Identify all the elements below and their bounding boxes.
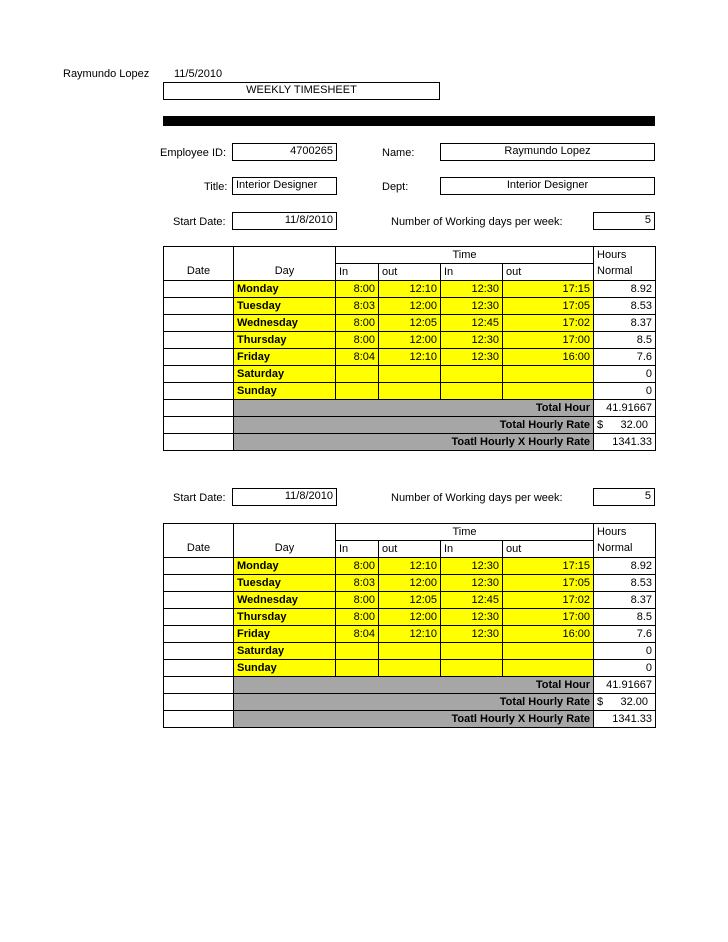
hours-cell[interactable]: 0	[594, 383, 656, 400]
summary-date-cell	[164, 711, 234, 728]
time-out-cell[interactable]	[379, 383, 441, 400]
time-header: Time	[336, 247, 594, 264]
time-in-cell[interactable]	[441, 643, 503, 660]
hourly-rate-value[interactable]	[594, 694, 656, 711]
time-out-cell[interactable]	[503, 366, 594, 383]
date-cell[interactable]	[164, 298, 234, 315]
start-date-label: Start Date:	[173, 492, 226, 504]
normal-header: Normal	[594, 541, 656, 558]
time-in-cell[interactable]: 12:30	[441, 281, 503, 298]
total-hour-value: 41.91667	[594, 677, 656, 694]
day-cell[interactable]: Thursday	[234, 332, 336, 349]
time-out-cell[interactable]: 17:05	[503, 575, 594, 592]
time-out-cell[interactable]: 12:00	[379, 575, 441, 592]
day-header: Day	[234, 264, 336, 281]
date-cell[interactable]	[164, 366, 234, 383]
total-hour-label: Total Hour	[234, 400, 594, 417]
time-out-cell[interactable]	[503, 660, 594, 677]
hours-cell[interactable]: 8.5	[594, 332, 656, 349]
out-header: out	[503, 264, 594, 281]
day-cell[interactable]: Friday	[234, 349, 336, 366]
time-out-cell[interactable]: 17:02	[503, 592, 594, 609]
table-row	[164, 660, 656, 677]
in-header: In	[441, 264, 503, 281]
time-out-cell[interactable]: 12:00	[379, 298, 441, 315]
hours-cell[interactable]: 8.53	[594, 298, 656, 315]
hourly-rate-value[interactable]	[594, 417, 656, 434]
product-value: 1341.33	[594, 434, 656, 451]
time-out-cell[interactable]: 17:15	[503, 281, 594, 298]
time-out-cell[interactable]: 12:10	[379, 626, 441, 643]
sheet-title: WEEKLY TIMESHEET	[163, 82, 440, 100]
total-hour-value: 41.91667	[594, 400, 656, 417]
time-out-cell[interactable]: 12:10	[379, 349, 441, 366]
summary-date-cell	[164, 434, 234, 451]
summary-date-cell	[164, 677, 234, 694]
hours-cell[interactable]: 8.53	[594, 575, 656, 592]
product-value: 1341.33	[594, 711, 656, 728]
date-cell[interactable]	[164, 626, 234, 643]
time-in-cell[interactable]: 12:30	[441, 609, 503, 626]
date-cell[interactable]	[164, 575, 234, 592]
time-in-cell[interactable]: 12:30	[441, 558, 503, 575]
day-cell[interactable]: Wednesday	[234, 315, 336, 332]
hourly-rate-label: Total Hourly Rate	[234, 694, 594, 711]
hours-cell[interactable]: 0	[594, 643, 656, 660]
day-header: Day	[234, 541, 336, 558]
working-days-field[interactable]: 5	[593, 212, 655, 230]
day-cell[interactable]: Tuesday	[234, 575, 336, 592]
employee-id-field[interactable]: 4700265	[232, 143, 337, 161]
hours-cell[interactable]: 8.92	[594, 281, 656, 298]
time-in-cell[interactable]	[441, 383, 503, 400]
time-in-cell[interactable]: 8:03	[336, 298, 379, 315]
day-cell[interactable]: Tuesday	[234, 298, 336, 315]
time-out-cell[interactable]	[379, 643, 441, 660]
table-row	[164, 592, 656, 609]
time-in-cell[interactable]: 12:30	[441, 626, 503, 643]
time-out-cell[interactable]: 17:00	[503, 332, 594, 349]
timesheet-table-2	[163, 523, 656, 728]
dept-field[interactable]: Interior Designer	[440, 177, 655, 195]
in-header: In	[336, 264, 379, 281]
time-in-cell[interactable]	[336, 383, 379, 400]
time-in-cell[interactable]: 8:00	[336, 592, 379, 609]
table-row	[164, 383, 656, 400]
header-cell	[164, 524, 234, 541]
time-out-cell[interactable]: 12:10	[379, 558, 441, 575]
summary-date-cell	[164, 417, 234, 434]
time-out-cell[interactable]: 12:00	[379, 609, 441, 626]
hours-cell[interactable]: 8.92	[594, 558, 656, 575]
name-label: Name:	[382, 147, 415, 159]
time-out-cell[interactable]: 17:15	[503, 558, 594, 575]
date-cell[interactable]	[164, 592, 234, 609]
rows-body-2	[164, 558, 656, 677]
time-in-cell[interactable]: 8:00	[336, 332, 379, 349]
table-row	[164, 315, 656, 332]
date-cell[interactable]	[164, 281, 234, 298]
time-in-cell[interactable]: 8:00	[336, 558, 379, 575]
working-days-label: Number of Working days per week:	[391, 216, 563, 228]
summary-date-cell	[164, 400, 234, 417]
divider-bar	[163, 116, 655, 126]
working-days-field[interactable]: 5	[593, 488, 655, 506]
table-row	[164, 281, 656, 298]
day-cell[interactable]: Sunday	[234, 383, 336, 400]
day-cell[interactable]: Thursday	[234, 609, 336, 626]
in-header: In	[336, 541, 379, 558]
time-out-cell[interactable]	[503, 383, 594, 400]
day-cell[interactable]: Sunday	[234, 660, 336, 677]
in-header: In	[441, 541, 503, 558]
out-header: out	[379, 264, 441, 281]
date-cell[interactable]	[164, 349, 234, 366]
time-in-cell[interactable]: 12:45	[441, 315, 503, 332]
normal-header: Normal	[594, 264, 656, 281]
total-hour-label: Total Hour	[234, 677, 594, 694]
hours-cell[interactable]: 8.5	[594, 609, 656, 626]
table-row	[164, 349, 656, 366]
table-row	[164, 298, 656, 315]
time-out-cell[interactable]: 12:00	[379, 332, 441, 349]
time-out-cell[interactable]	[503, 643, 594, 660]
time-in-cell[interactable]	[336, 643, 379, 660]
day-cell[interactable]: Monday	[234, 281, 336, 298]
time-in-cell[interactable]: 12:30	[441, 349, 503, 366]
summary-date-cell	[164, 694, 234, 711]
time-in-cell[interactable]: 8:00	[336, 281, 379, 298]
time-out-cell[interactable]: 12:05	[379, 592, 441, 609]
time-in-cell[interactable]: 8:00	[336, 609, 379, 626]
time-in-cell[interactable]: 8:03	[336, 575, 379, 592]
hours-header: Hours	[594, 524, 656, 541]
start-date-field[interactable]: 11/8/2010	[232, 488, 337, 506]
start-date-label: Start Date:	[173, 216, 226, 228]
time-out-cell[interactable]	[379, 366, 441, 383]
time-in-cell[interactable]: 8:04	[336, 626, 379, 643]
time-in-cell[interactable]: 12:30	[441, 298, 503, 315]
hours-cell[interactable]: 0	[594, 660, 656, 677]
time-out-cell[interactable]: 17:05	[503, 298, 594, 315]
header-cell	[164, 247, 234, 264]
table-row	[164, 626, 656, 643]
hours-cell[interactable]: 7.6	[594, 349, 656, 366]
time-out-cell[interactable]: 12:05	[379, 315, 441, 332]
table-row	[164, 609, 656, 626]
product-label: Toatl Hourly X Hourly Rate	[234, 711, 594, 728]
time-out-cell[interactable]: 17:02	[503, 315, 594, 332]
out-header: out	[503, 541, 594, 558]
name-field[interactable]: Raymundo Lopez	[440, 143, 655, 161]
date-cell[interactable]	[164, 383, 234, 400]
employee-id-label: Employee ID:	[160, 147, 227, 159]
time-in-cell[interactable]: 8:04	[336, 349, 379, 366]
date-header: Date	[164, 541, 234, 558]
header-name: Raymundo Lopez	[63, 68, 150, 80]
date-cell[interactable]	[164, 643, 234, 660]
time-in-cell[interactable]	[441, 660, 503, 677]
date-header: Date	[164, 264, 234, 281]
header-date: 11/5/2010	[174, 68, 223, 80]
out-header: out	[379, 541, 441, 558]
time-out-cell[interactable]: 16:00	[503, 349, 594, 366]
product-label: Toatl Hourly X Hourly Rate	[234, 434, 594, 451]
time-in-cell[interactable]: 12:45	[441, 592, 503, 609]
table-row	[164, 366, 656, 383]
day-cell[interactable]: Wednesday	[234, 592, 336, 609]
time-out-cell[interactable]: 17:00	[503, 609, 594, 626]
time-in-cell[interactable]: 12:30	[441, 575, 503, 592]
day-cell[interactable]: Saturday	[234, 366, 336, 383]
time-out-cell[interactable]: 12:10	[379, 281, 441, 298]
header-cell	[234, 247, 336, 264]
table-row	[164, 643, 656, 660]
time-in-cell[interactable]: 8:00	[336, 315, 379, 332]
time-header: Time	[336, 524, 594, 541]
hours-header: Hours	[594, 247, 656, 264]
day-cell[interactable]: Monday	[234, 558, 336, 575]
hourly-rate-label: Total Hourly Rate	[234, 417, 594, 434]
time-in-cell[interactable]	[441, 366, 503, 383]
time-out-cell[interactable]: 16:00	[503, 626, 594, 643]
rate-amount: 32.00	[620, 418, 649, 431]
title-label: Title:	[204, 181, 228, 193]
dept-label: Dept:	[382, 181, 409, 193]
date-cell[interactable]	[164, 558, 234, 575]
time-out-cell[interactable]	[379, 660, 441, 677]
date-cell[interactable]	[164, 315, 234, 332]
date-cell[interactable]	[164, 660, 234, 677]
date-cell[interactable]	[164, 609, 234, 626]
rows-body-1	[164, 281, 656, 400]
timesheet-table-1	[163, 246, 656, 451]
time-in-cell[interactable]	[336, 660, 379, 677]
time-in-cell[interactable]	[336, 366, 379, 383]
hours-cell[interactable]: 0	[594, 366, 656, 383]
day-cell[interactable]: Saturday	[234, 643, 336, 660]
title-field[interactable]: Interior Designer	[232, 177, 337, 195]
table-row	[164, 558, 656, 575]
start-date-field[interactable]: 11/8/2010	[232, 212, 337, 230]
rate-amount: 32.00	[620, 695, 649, 708]
hours-cell[interactable]: 7.6	[594, 626, 656, 643]
currency-symbol: $	[597, 418, 604, 431]
table-row	[164, 575, 656, 592]
time-in-cell[interactable]: 12:30	[441, 332, 503, 349]
date-cell[interactable]	[164, 332, 234, 349]
hours-cell[interactable]: 8.37	[594, 592, 656, 609]
currency-symbol: $	[597, 695, 604, 708]
hours-cell[interactable]: 8.37	[594, 315, 656, 332]
working-days-label: Number of Working days per week:	[391, 492, 563, 504]
table-row	[164, 332, 656, 349]
header-cell	[234, 524, 336, 541]
day-cell[interactable]: Friday	[234, 626, 336, 643]
